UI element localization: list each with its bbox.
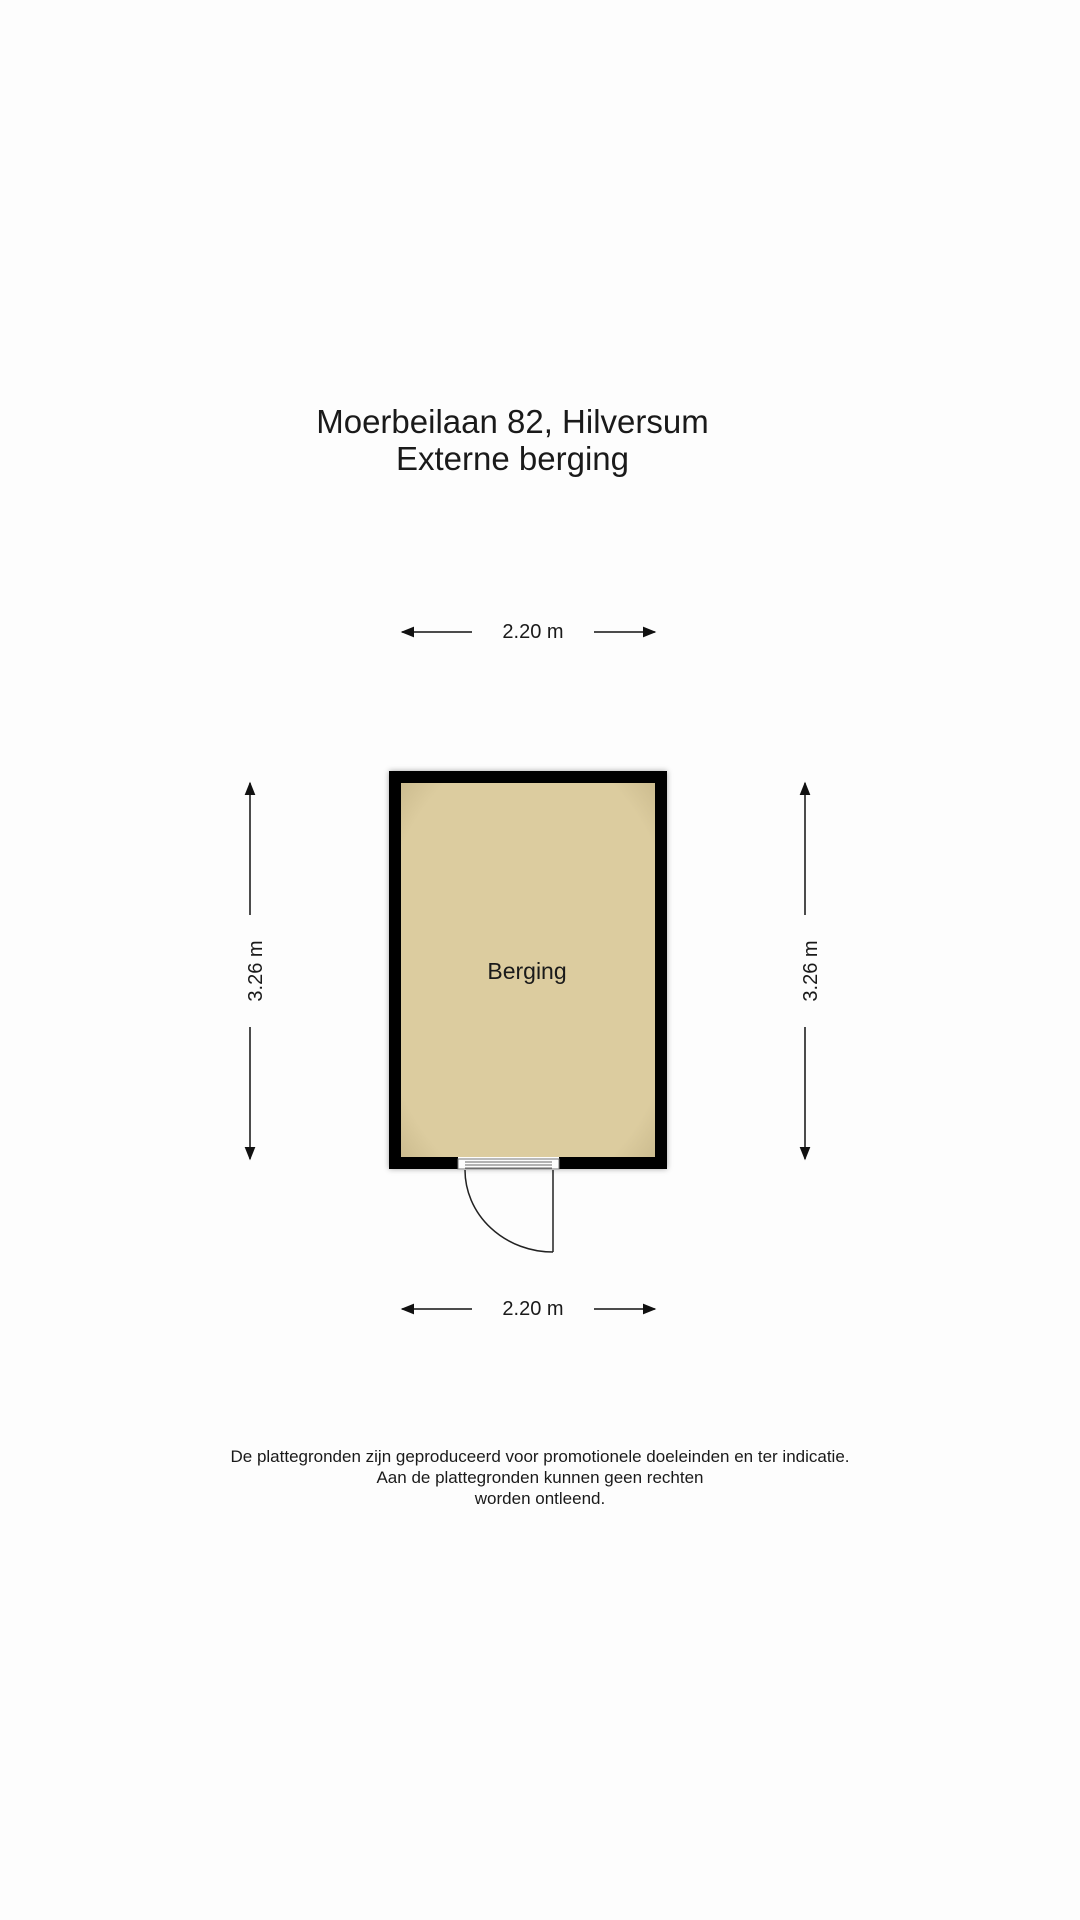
dim-label-bottom: 2.20 m [472,1297,594,1321]
room-label: Berging [487,958,567,984]
dim-label-left: 3.26 m [244,915,268,1027]
dim-label-right: 3.26 m [799,915,823,1027]
address-title: Moerbeilaan 82, Hilversum [316,403,709,440]
door-threshold [458,1159,559,1169]
disclaimer-line-1: De plattegronden zijn geproduceerd voor promotionele doeleinden en ter indicatie. [230,1447,850,1466]
disclaimer [0,1446,1080,1509]
floor-subtitle: Externe berging [396,440,629,477]
dim-label-top: 2.20 m [472,620,594,644]
disclaimer-line-3: worden ontleend. [474,1489,606,1508]
disclaimer-line-2: Aan de plattegronden kunnen geen rechten [376,1468,704,1487]
door-swing [465,1170,553,1252]
